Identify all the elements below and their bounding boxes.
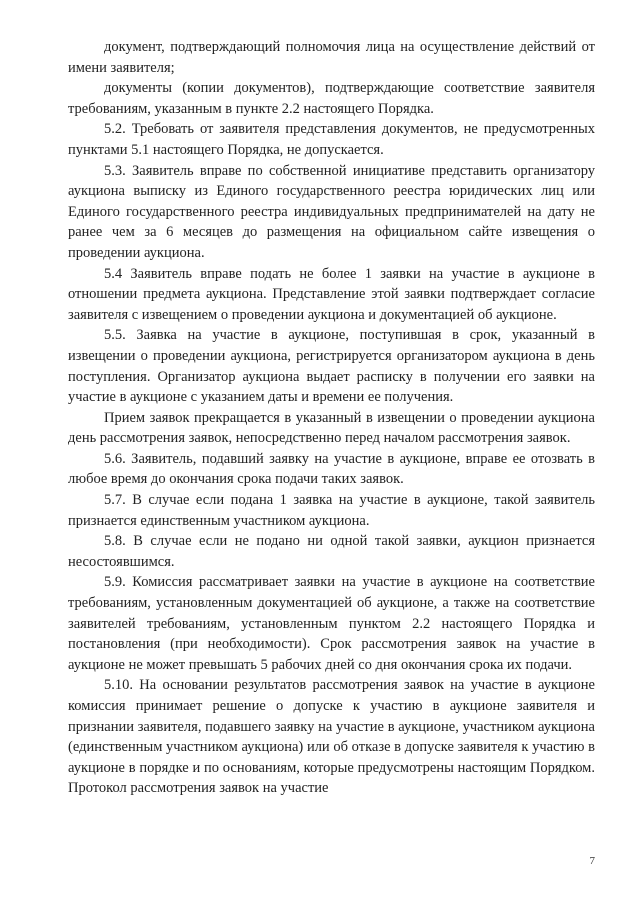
paragraph-5-4: 5.4 Заявитель вправе подать не более 1 заявки на участие в аукционе в отношении предмета аукциона. Представление этой заявки подтверждает согласие заявителя с извещением о проведении аукциона и документацией об аукционе. [68,265,595,323]
paragraph-5-2: 5.2. Требовать от заявителя представления документов, не предусмотренных пунктами 5.1 настоящего Порядка, не допускается. [68,121,595,158]
paragraph-5-9: 5.9. Комиссия рассматривает заявки на участие в аукционе на соответствие требованиям, установленным документацией об аукционе, а также на соответствие заявителей требованиям, установленным пунктом 2.2 настоящего Порядка и постановления (при необходимости). Срок рассмотрения заявок на участие в аукционе не может превышать 5 рабочих дней со дня окончания срока их подачи. [68,574,595,673]
paragraph-applicant-authority-document: документ, подтверждающий полномочия лица на осуществление действий от имени заявителя; [68,39,595,76]
paragraph-5-3: 5.3. Заявитель вправе по собственной инициативе представить организатору аукциона выписку из Единого государственного реестра юридических лиц или Единого государственного реестра индивидуальных предпринимателей на дату не ранее чем за 6 месяцев до размещения на официальном сайте извещения о проведении аукциона. [68,162,595,261]
paragraph-acceptance-deadline: Прием заявок прекращается в указанный в извещении о проведении аукциона день рассмотрения заявок, непосредственно перед началом рассмотрения заявок. [68,409,595,447]
paragraph-5-7: 5.7. В случае если подана 1 заявка на участие в аукционе, такой заявитель признается единственным участником аукциона. [68,492,595,529]
paragraph-5-10: 5.10. На основании результатов рассмотрения заявок на участие в аукционе комиссия принимает решение о допуске к участию в аукционе заявителя и признании заявителя, подавшего заявку на участие в аукционе, участником аукциона (единственным участником аукциона) или об отказе в допуске заявителя к участию в аукционе в порядке и по основаниям, которые предусмотрены настоящим Порядком. Протокол рассмотрения заявок на участие [68,677,595,797]
paragraph-compliance-documents: документы (копии документов), подтверждающие соответствие заявителя требованиям, указанным в пункте 2.2 настоящего Порядка. [68,80,595,117]
document-body [68,37,595,799]
paragraph-5-6: 5.6. Заявитель, подавший заявку на участие в аукционе, вправе ее отозвать в любое время до окончания срока подачи таких заявок. [68,450,595,488]
page-number: 7 [589,855,595,867]
paragraph-5-5: 5.5. Заявка на участие в аукционе, поступившая в срок, указанный в извещении о проведении аукциона, регистрируется организатором аукциона в день поступления. Организатор аукциона выдает расписку в получении его заявки на участие в аукционе с указанием даты и времени ее получения. [68,327,595,406]
paragraph-5-8: 5.8. В случае если не подано ни одной такой заявки, аукцион признается несостоявшимся. [68,533,595,570]
